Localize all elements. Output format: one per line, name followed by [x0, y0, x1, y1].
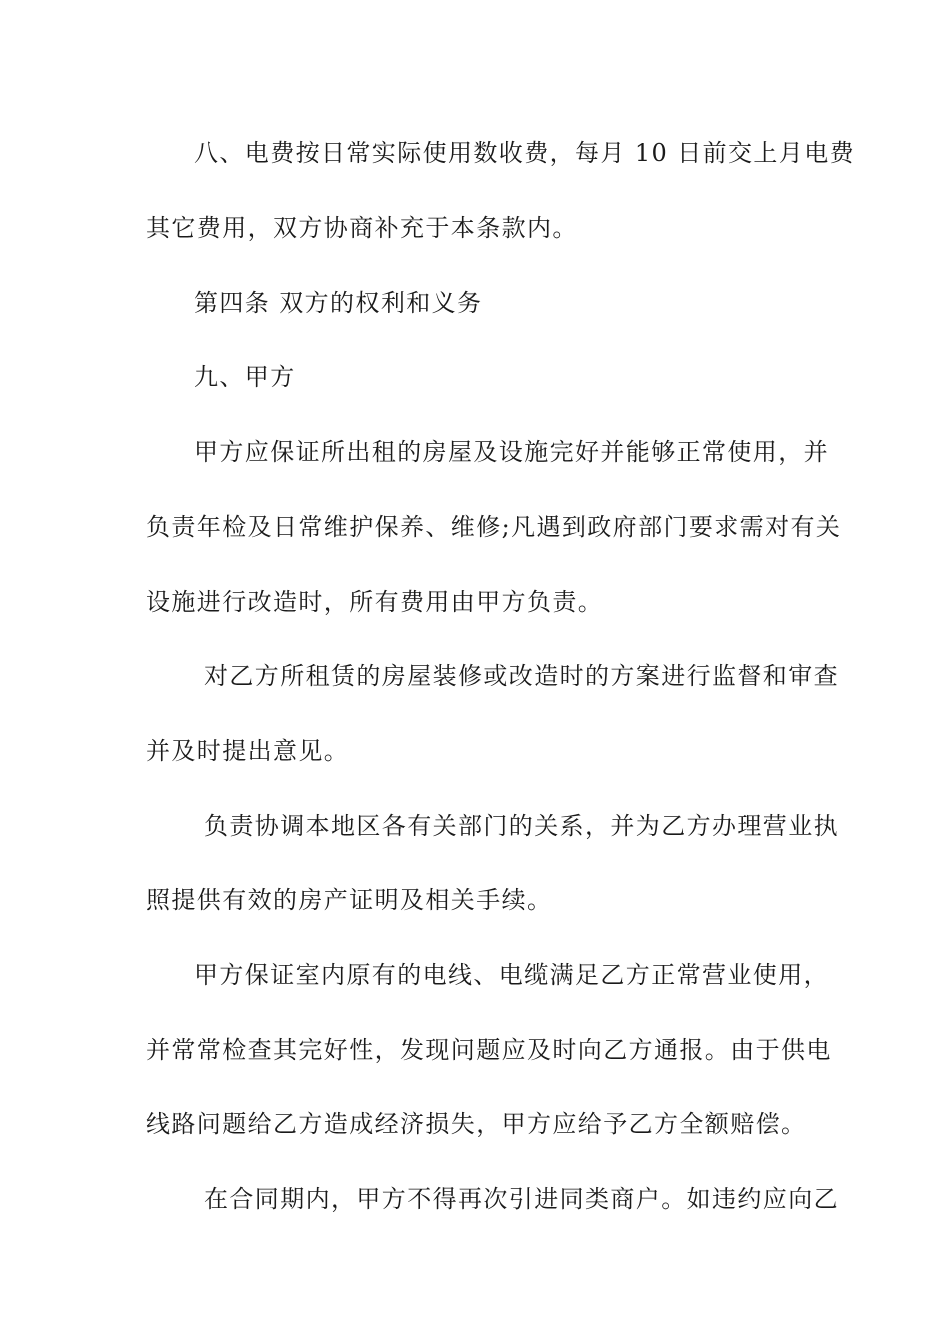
subsection-heading: 九、甲方 — [194, 363, 296, 391]
paragraph-line: 对乙方所租赁的房屋装修或改造时的方案进行监督和审查 — [204, 662, 839, 690]
paragraph-line: 并及时提出意见。 — [146, 737, 350, 765]
paragraph-line: 在合同期内，甲方不得再次引进同类商户。如违约应向乙 — [204, 1185, 839, 1213]
paragraph-line: 负责协调本地区各有关部门的关系，并为乙方办理营业执 — [204, 812, 839, 840]
paragraph-line: 并常常检查其完好性，发现问题应及时向乙方通报。由于供电 — [146, 1036, 832, 1064]
paragraph-line: 设施进行改造时，所有费用由甲方负责。 — [146, 588, 604, 616]
paragraph-line: 线路问题给乙方造成经济损失，甲方应给予乙方全额赔偿。 — [146, 1110, 807, 1138]
section-heading: 第四条 双方的权利和义务 — [194, 289, 483, 317]
paragraph-line: 八、电费按日常实际使用数收费，每月 10 日前交上月电费 — [194, 139, 855, 167]
paragraph-line: 负责年检及日常维护保养、维修;凡遇到政府部门要求需对有关 — [146, 513, 842, 541]
paragraph-line: 甲方应保证所出租的房屋及设施完好并能够正常使用，并 — [194, 438, 829, 466]
paragraph-line: 甲方保证室内原有的电线、电缆满足乙方正常营业使用， — [194, 961, 829, 989]
paragraph-line: 照提供有效的房产证明及相关手续。 — [146, 886, 553, 914]
paragraph-line: 其它费用，双方协商补充于本条款内。 — [146, 214, 578, 242]
